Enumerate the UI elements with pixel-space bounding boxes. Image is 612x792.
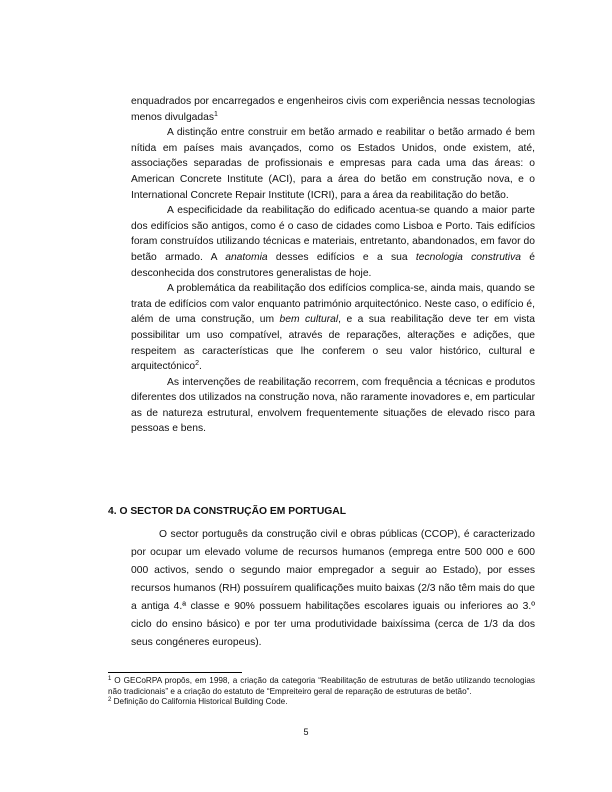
paragraph-5: As intervenções de reabilitação recorrem, com frequência a técnicas e produtos diferentes dos utilizados na construção nova, não raramente inovadores e, em particular as de natureza estrutural, envolvem frequentemente situações de elevado risco para pessoas e bens. (131, 376, 535, 435)
paragraph-2: A distinção entre construir em betão armado e reabilitar o betão armado é bem nítida em países mais avançados, como os Estados Unidos, onde existem, até, associações separadas de profissionais e empresas para cada uma das áreas: o American Concrete Institute (ACI), para a área do betão em construção nova, e o International Concrete Repair Institute (ICRI), para a área da reabilitação do betão. (131, 127, 535, 201)
body-text (131, 94, 535, 437)
footnote-ref-2[interactable]: 2 (195, 360, 200, 368)
footnotes (108, 676, 535, 708)
footnote-divider (108, 672, 242, 673)
paragraph-1: enquadrados por encarregados e engenheiros civis com experiência nessas tecnologias menos divulgadas$^1$ (131, 96, 535, 123)
paragraph-4: A problemática da reabilitação dos edifícios complica-se, ainda mais, quando se trata de edifícios com valor enquanto património arquitectónico. Neste caso, o edifício é, além de uma construção, um bem cultural, e a sua reabilitação deve ter em vista possibilitar um uso compatível, através de reparações, alterações e adições, que respeitem as características que lhe conferem o seu valor histórico, cultural e arquitectónico$^2$. (131, 283, 535, 373)
footnote-ref-1[interactable]: 1 (214, 110, 218, 118)
page-number: 5 (303, 727, 309, 737)
paragraph-3: A especificidade da reabilitação do edificado acentua-se quando a maior parte dos edifícios são antigos, como é o caso de cidades como Lisboa e Porto. Tais edifícios foram construídos utilizando técnicas e materiais, entretanto, abandonados, em favor do betão armado. A anatomia desses edifícios e a sua tecnologia construtiva é desconhecida dos construtores generalistas de hoje. (131, 205, 535, 279)
footnote-2: $^2$ Definição do California Historical Building Code. (108, 697, 288, 706)
section-heading: 4. O SECTOR DA CONSTRUÇÃO EM PORTUGAL (108, 506, 346, 517)
section-paragraph-1: O sector português da construção civil e obras públicas (CCOP), é caracterizado por ocupar um elevado volume de recursos humanos (emprega entre 500 000 e 600 000 activos, sendo o segundo maior empregador a seguir ao Estado), por esses recursos humanos (RH) possuírem qualificações muito baixas (2/3 não têm mais do que a antiga 4.ª classe e 90% possuem habilitações escolares iguais ou inferiores ao 3.º ciclo do ensino básico) e por ter uma produtividade baixíssima (cerca de 1/3 da dos seus congéneres europeus). (131, 529, 535, 648)
footnote-1: $^1$ O GECoRPA propôs, em 1998, a criação da categoria “Reabilitação de estruturas de betão utilizando tecnologias não tradicionais” e a criação do estatuto de “Empreiteiro geral de reparação de estruturas de betão”. (108, 676, 535, 696)
section-body (131, 526, 535, 652)
